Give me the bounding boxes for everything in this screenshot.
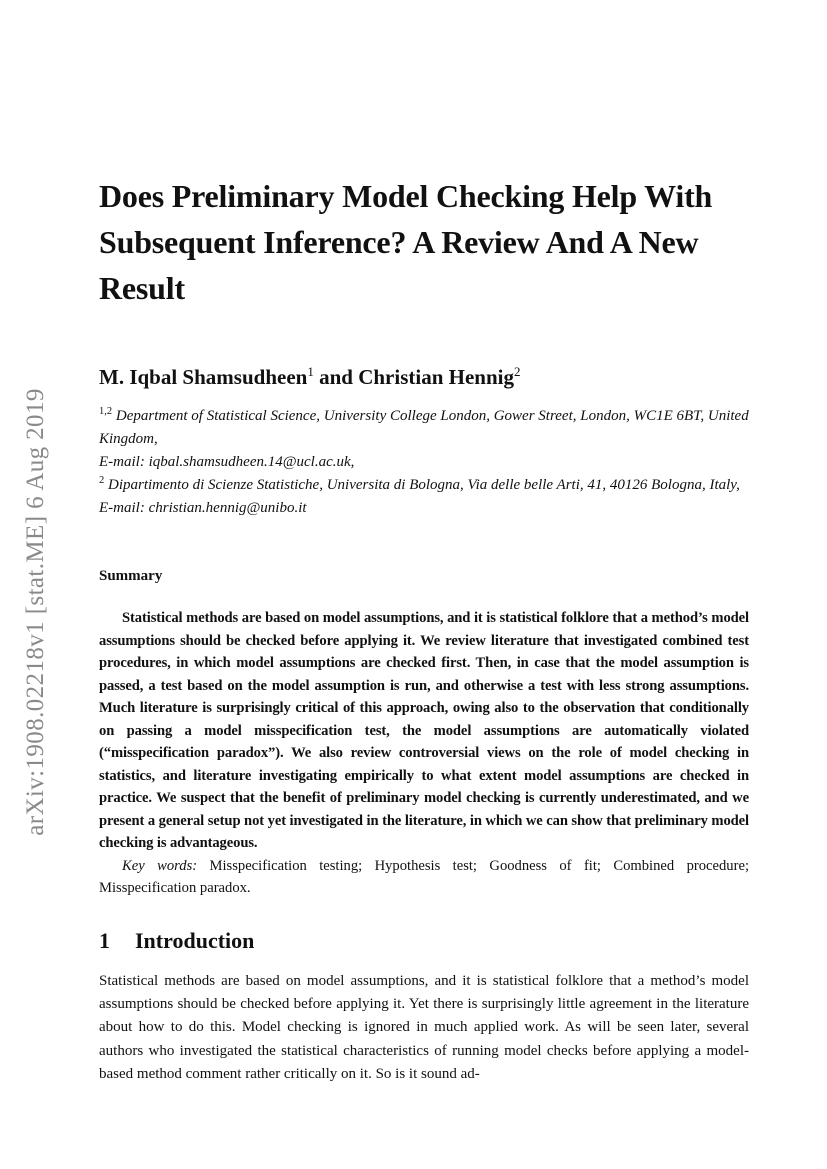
affiliation-2-email	[99, 497, 749, 520]
affiliation-2-text: Dipartimento di Scienze Statistiche, Universita di Bologna, Via delle belle Arti, 41, 40126 Bologna, Italy,	[104, 477, 740, 493]
affiliation-1	[99, 405, 749, 451]
keywords-text: Misspecification testing; Hypothesis test; Goodness of fit; Combined procedure; Misspecification paradox.	[99, 857, 749, 896]
section-title: Introduction	[135, 927, 255, 953]
author-connector: and	[313, 365, 359, 389]
paper-title: Does Preliminary Model Checking Help With Subsequent Inference? A Review And A New Result	[99, 178, 713, 306]
section-number: 1	[99, 927, 110, 953]
paper-body	[99, 173, 749, 1087]
author-1-mark: 1	[307, 364, 314, 379]
affiliation-2-email-text: E-mail: christian.hennig@unibo.it	[99, 500, 307, 516]
affiliation-1-email-text: E-mail: iqbal.shamsudheen.14@ucl.ac.uk,	[99, 454, 355, 470]
introduction-paragraph: Statistical methods are based on model assumptions, and it is statistical folklore that a method’s model assumptions should be checked before applying it. Yet there is surprisingly little agreement in the literature about how to do this. Model checking is ignored in much applied work. As will be seen later, several authors who investigated the statistical characteristics of running model checks before applying a model-based method comment rather critically on it. So is it sound ad-	[99, 972, 749, 1083]
arxiv-stamp-text: arXiv:1908.02218v1 [stat.ME] 6 Aug 2019	[22, 388, 49, 836]
affiliation-1-email	[99, 451, 749, 474]
author-line	[99, 363, 749, 391]
author-2-name: Christian Hennig	[358, 365, 514, 389]
author-2-mark: 2	[513, 364, 521, 379]
affiliation-1-mark: 1,2	[99, 406, 113, 417]
keywords	[99, 855, 749, 900]
affiliation-2-mark: 2	[99, 475, 105, 486]
affiliation-1-text: Department of Statistical Science, University College London, Gower Street, London, WC1E 6BT, United Kingdom,	[99, 408, 749, 447]
section-heading-introduction	[99, 926, 749, 956]
affiliation-2	[99, 474, 749, 497]
summary-heading: Summary	[99, 568, 163, 584]
abstract-text: Statistical methods are based on model assumptions, and it is statistical folklore that a method’s model assumptions should be checked before applying it. We review literature that investigated combined test procedures, in which model assumptions are checked first. Then, in case that the model assumption is passed, a test based on the model assumption is run, and otherwise a test with less strong assumptions. Much literature is surprisingly critical of this approach, owing also to the observation that conditionally on passing a model misspecification test, the model assumptions are automatically violated (“misspecification paradox”). We also review controversial views on the role of model checking in statistics, and literature investigating empirically to what extent model assumptions are checked in practice. We suspect that the benefit of preliminary model checking is currently underestimated, and we present a general setup not yet investigated in the literature, in which we can show that preliminary model checking is advantageous.	[99, 610, 749, 851]
keywords-label: Key words:	[122, 857, 198, 874]
affiliations	[99, 405, 749, 520]
author-1-name: M. Iqbal Shamsudheen	[99, 365, 308, 389]
